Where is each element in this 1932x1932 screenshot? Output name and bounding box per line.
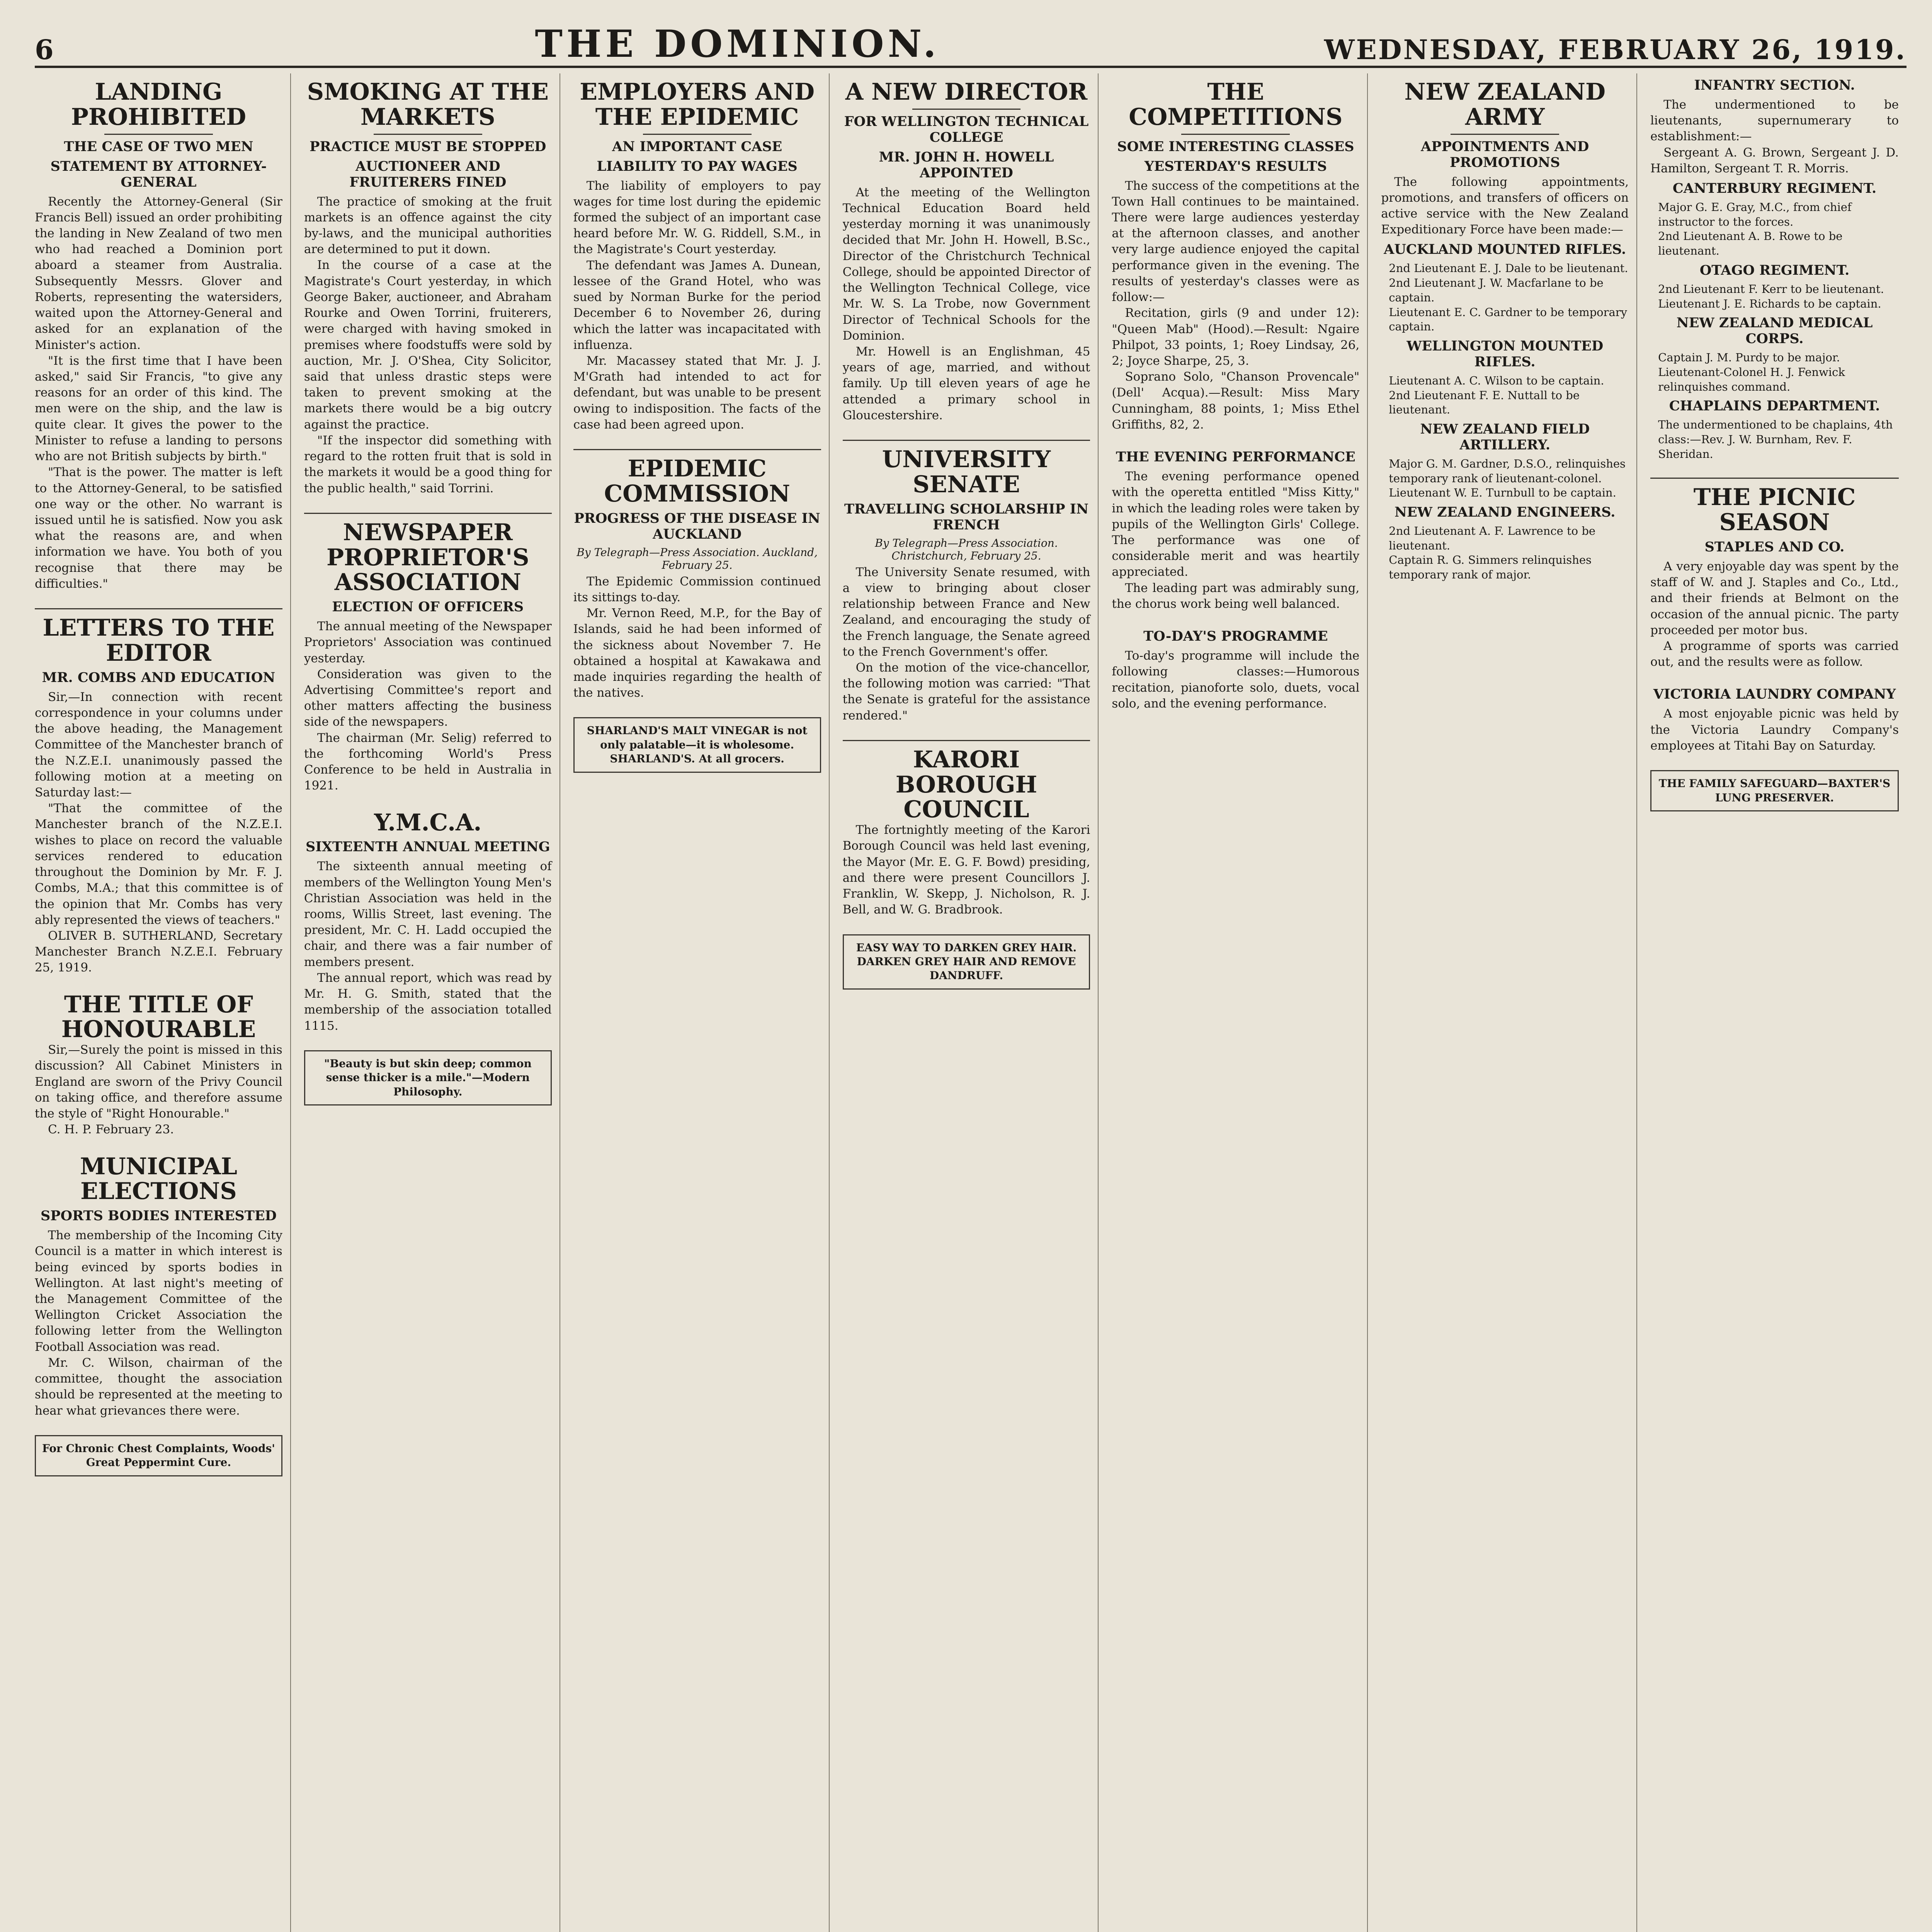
- paragraph: The practice of smoking at the fruit markets is an offence against the city by-laws, and the municipal authorities are determined to put it down.: [304, 194, 552, 257]
- paragraph: Mr. Vernon Reed, M.P., for the Bay of Islands, said he had been informed of the sickness about November 7. He obtained a hospital at Kawakawa and made inquiries regarding the health of the natives.: [573, 606, 821, 700]
- article-epidemic-commission: [573, 456, 821, 701]
- paragraph: Recently the Attorney-General (Sir Francis Bell) issued an order prohibiting the landing in New Zealand of two men who had reached a Dominion port aboard a steamer from Australia. Subsequently Messrs. Glover and Roberts, representing the watersiders, waited upon the Attorney-General and asked for an explanation of the Minister's action.: [35, 194, 282, 352]
- subheadline: MR. COMBS AND EDUCATION: [42, 669, 276, 685]
- article-army-continued: [1650, 77, 1899, 461]
- article-body: [304, 194, 552, 497]
- section-title: OTAGO REGIMENT.: [1699, 262, 1850, 278]
- paragraph: The undermentioned to be lieutenants, supernumerary to establishment:—: [1650, 98, 1899, 144]
- headline: LETTERS TO THE EDITOR: [43, 614, 275, 667]
- subheadline: SIXTEENTH ANNUAL MEETING: [306, 839, 550, 855]
- paper-title: THE DOMINION.: [535, 22, 940, 66]
- subheadline: AN IMPORTANT CASE: [612, 138, 782, 155]
- section-title: CANTERBURY REGIMENT.: [1672, 180, 1877, 197]
- section-title: NEW ZEALAND MEDICAL CORPS.: [1676, 315, 1873, 347]
- subheadline-2: MR. JOHN H. HOWELL APPOINTED: [879, 149, 1054, 181]
- article-body: [1650, 97, 1899, 177]
- paragraph: The Epidemic Commission continued its sittings to-day.: [573, 574, 821, 604]
- article-body: [35, 689, 282, 976]
- headline: Y.M.C.A.: [374, 809, 482, 836]
- subheadline: FOR WELLINGTON TECHNICAL COLLEGE: [844, 113, 1089, 145]
- headline: A NEW DIRECTOR: [845, 78, 1088, 105]
- advertisement: EASY WAY TO DARKEN GREY HAIR. DARKEN GREY HAIR AND REMOVE DANDRUFF.: [843, 934, 1090, 990]
- paragraph: Consideration was given to the Advertising Committee's report and other matters affecting the business side of the newspapers.: [304, 667, 552, 729]
- list-item: 2nd Lieutenant F. Kerr to be lieutenant.: [1658, 282, 1884, 296]
- subheadline: VICTORIA LAUNDRY COMPANY: [1653, 686, 1896, 702]
- headline: UNIVERSITY SENATE: [882, 446, 1051, 498]
- article-body: [1650, 706, 1899, 754]
- signature: C. H. P. February 23.: [48, 1122, 174, 1137]
- article-university-senate: [843, 447, 1090, 724]
- subheadline: STAPLES AND CO.: [1704, 539, 1845, 555]
- column-5: [1112, 73, 1368, 1932]
- section-divider: [573, 449, 821, 450]
- article-body: [573, 574, 821, 701]
- article-body: [1381, 174, 1629, 238]
- advertisement: For Chronic Chest Complaints, Woods' Great Peppermint Cure.: [35, 1435, 282, 1476]
- advertisement: SHARLAND'S MALT VINEGAR is not only palatable—it is wholesome. SHARLAND'S. At all grocers.: [573, 717, 821, 772]
- article-evening-performance: [1112, 449, 1359, 612]
- page-number: 6: [35, 34, 54, 66]
- article-army-appointments: [1381, 80, 1629, 582]
- advertisement: THE FAMILY SAFEGUARD—BAXTER'S LUNG PRESERVER.: [1650, 770, 1899, 811]
- paragraph: The liability of employers to pay wages for time lost during the epidemic formed the subject of an important case heard before Mr. W. G. Riddell, S.M., in the Magistrate's Court yesterday.: [573, 179, 821, 257]
- article-smoking-markets: [304, 80, 552, 497]
- article-body: [1112, 178, 1359, 433]
- paragraph: The annual report, which was read by Mr. H. G. Smith, stated that the membership of the association totalled 1115.: [304, 971, 552, 1033]
- subheadline: PROGRESS OF THE DISEASE IN AUCKLAND: [574, 510, 820, 542]
- subheadline-2: STATEMENT BY ATTORNEY-GENERAL: [50, 158, 267, 190]
- article-body: [1112, 648, 1359, 712]
- paragraph: The evening performance opened with the operetta entitled "Miss Kitty," in which the leading roles were taken by pupils of the Wellington Girls' College. The performance was one of considerable merit and was heartily appreciated.: [1112, 469, 1360, 579]
- paragraph: Mr. C. Wilson, chairman of the committee, thought the association should be represented at the meeting to hear what grievances there were.: [35, 1355, 282, 1418]
- headline: THE TITLE OF HONOURABLE: [61, 991, 256, 1043]
- column-2: [304, 73, 560, 1932]
- paragraph: Mr. Macassey stated that Mr. J. J. M'Grath had intended to act for defendant, but was unable to be present owing to indisposition. The facts of the case had been agreed upon.: [573, 354, 821, 432]
- article-title-honourable: [35, 992, 282, 1138]
- list-item: 2nd Lieutenant J. W. Macfarlane to be captain.: [1389, 276, 1604, 304]
- column-grid: [35, 73, 1906, 1932]
- paragraph: "That is the power. The matter is left to the Attorney-General, to be satisfied one way or the other. No warrant is issued until he is satisfied. Now you ask what the reasons are, and when information we have. You both of you recognise that there may be difficulties.": [35, 465, 282, 591]
- subheadline: THE EVENING PERFORMANCE: [1116, 449, 1355, 465]
- column-3: [573, 73, 830, 1932]
- divider: [374, 134, 482, 135]
- article-body: [35, 1042, 282, 1138]
- list-item: 2nd Lieutenant F. E. Nuttall to be lieutenant.: [1389, 388, 1580, 417]
- column-7: [1650, 73, 1906, 1932]
- paragraph: "It is the first time that I have been asked," said Sir Francis, "to give any reasons for an order of this kind. The men were on the ship, and the law is quite clear. It gives the power to the Minister to refuse a landing to persons who are not British subjects by birth.": [35, 354, 282, 464]
- subheadline: SPORTS BODIES INTERESTED: [41, 1208, 277, 1224]
- section-title: NEW ZEALAND FIELD ARTILLERY.: [1420, 421, 1590, 453]
- paragraph: On the motion of the vice-chancellor, the following motion was carried: "That the Senate is grateful for the assistance rendered.": [842, 660, 1090, 723]
- paragraph: "That the committee of the Manchester branch of the N.Z.E.I. wishes to place on record the valuable services rendered to education throughout the Dominion by Mr. F. J. Combs, M.A.; that this committee is of the opinion that Mr. Combs has very ably represented the views of teachers.": [35, 801, 282, 927]
- section-divider: [304, 513, 552, 514]
- headline: EPIDEMIC COMMISSION: [604, 455, 790, 507]
- list-item: 2nd Lieutenant E. J. Dale to be lieutenant.: [1389, 262, 1628, 275]
- section-title: WELLINGTON MOUNTED RIFLES.: [1406, 338, 1604, 370]
- paragraph: A programme of sports was carried out, and the results were as follow.: [1650, 639, 1899, 669]
- article-body: [35, 1228, 282, 1419]
- list-item: Major G. M. Gardner, D.S.O., relinquishes temporary rank of lieutenant-colonel.: [1389, 457, 1626, 485]
- article-victoria-laundry: [1650, 686, 1899, 754]
- article-body: [304, 619, 552, 794]
- headline: NEW ZEALAND ARMY: [1404, 78, 1605, 131]
- headline: THE COMPETITIONS: [1129, 78, 1343, 131]
- list-item: Captain J. M. Purdy to be major.: [1658, 351, 1840, 364]
- paragraph: To-day's programme will include the following classes:—Humorous recitation, pianoforte solo, duets, vocal solo, and the evening performance.: [1112, 649, 1360, 711]
- paragraph: "If the inspector did something with regard to the rotten fruit that is sold in the markets it would be a good thing for the public health," said Torrini.: [304, 433, 552, 495]
- article-body: [843, 565, 1090, 724]
- byline: By Telegraph—Press Association. Christchurch, February 25.: [875, 536, 1058, 562]
- paragraph: A very enjoyable day was spent by the staff of W. and J. Staples and Co., Ltd., and their friends at Belmont on the occasion of the annual picnic. The party proceeded per motor bus.: [1650, 559, 1899, 637]
- section-divider: [843, 740, 1090, 741]
- paragraph: The chairman (Mr. Selig) referred to the forthcoming World's Press Conference to be held in Australia in 1921.: [304, 731, 552, 793]
- subheadline: SOME INTERESTING CLASSES: [1117, 138, 1354, 155]
- article-employers-epidemic: [573, 80, 821, 433]
- subheadline-2: YESTERDAY'S RESULTS: [1144, 158, 1327, 174]
- article-body: [35, 194, 282, 592]
- divider: [104, 134, 213, 135]
- article-body: [843, 822, 1090, 918]
- list-item: Lieutenant W. E. Turnbull to be captain.: [1389, 486, 1616, 500]
- advertisement: "Beauty is but skin deep; common sense thicker is a mile."—Modern Philosophy.: [304, 1050, 552, 1105]
- paragraph: Mr. Howell is an Englishman, 45 years of age, married, and without family. Up till eleven years of age he attended a primary school in Gloucestershire.: [842, 344, 1090, 422]
- paragraph: The annual meeting of the Newspaper Proprietors' Association was continued yesterday.: [304, 619, 552, 665]
- paragraph: A most enjoyable picnic was held by the Victoria Laundry Company's employees at Titahi Bay on Saturday.: [1650, 707, 1899, 753]
- list-item: Lieutenant A. C. Wilson to be captain.: [1389, 374, 1604, 387]
- headline: MUNICIPAL ELECTIONS: [80, 1153, 237, 1205]
- article-body: [573, 178, 821, 433]
- list-item: 2nd Lieutenant A. B. Rowe to be lieutenant.: [1658, 230, 1843, 258]
- headline: LANDING PROHIBITED: [71, 78, 247, 131]
- article-landing-prohibited: [35, 80, 282, 592]
- column-4: [843, 73, 1099, 1932]
- paragraph: Soprano Solo, "Chanson Provencale" (Dell' Acqua).—Result: Miss Mary Cunningham, 88 points, 1; Miss Ethel Griffiths, 82, 2.: [1112, 370, 1360, 432]
- article-picnic-season: [1650, 485, 1899, 670]
- paragraph: The fortnightly meeting of the Karori Borough Council was held last evening, the Mayor (Mr. E. G. F. Bowd) presiding, and there were present Councillors J. Franklin, W. Skepp, J. Nicholson, R. J. Bell, and W. G. Bradbrook.: [842, 823, 1090, 917]
- article-todays-programme: [1112, 628, 1359, 712]
- paragraph: In the course of a case at the Magistrate's Court yesterday, in which George Baker, auctioneer, and Abraham Rourke and Owen Torrini, fruiterers, were charged with having smoked in premises where foodstuffs were sold by auction, Mr. J. O'Shea, City Solicitor, said that unless drastic steps were taken to prevent smoking at the markets there would be a big outcry against the practice.: [304, 258, 552, 432]
- divider: [912, 109, 1021, 110]
- headline: SMOKING AT THE MARKETS: [307, 78, 549, 131]
- subheadline: ELECTION OF OFFICERS: [332, 599, 524, 615]
- article-letters: [35, 616, 282, 976]
- article-karori-council: [843, 747, 1090, 918]
- article-ymca: [304, 810, 552, 1034]
- section-title: CHAPLAINS DEPARTMENT.: [1669, 398, 1880, 414]
- article-competitions: [1112, 80, 1359, 433]
- article-body: [304, 859, 552, 1034]
- section-title: AUCKLAND MOUNTED RIFLES.: [1384, 242, 1626, 258]
- headline: EMPLOYERS AND THE EPIDEMIC: [580, 78, 815, 131]
- divider: [1451, 134, 1559, 135]
- section-divider: [843, 440, 1090, 441]
- section-divider: [35, 608, 282, 609]
- headline: KARORI BOROUGH COUNCIL: [895, 746, 1037, 823]
- paragraph: Sergeant A. G. Brown, Sergeant J. D. Hamilton, Sergeant T. R. Morris.: [1650, 145, 1899, 175]
- paragraph: The leading part was admirably sung, the chorus work being well balanced.: [1112, 581, 1360, 611]
- byline: By Telegraph—Press Association. Auckland, February 25.: [577, 546, 818, 571]
- headline: NEWSPAPER PROPRIETOR'S ASSOCIATION: [327, 519, 529, 596]
- list-item: The undermentioned to be chaplains, 4th class:—Rev. J. W. Burnham, Rev. F. Sheridan.: [1658, 418, 1893, 461]
- paragraph: Sir,—Surely the point is missed in this discussion? All Cabinet Ministers in England are sworn of the Privy Council on taking office, and therefore assume the style of "Right Honourable.": [35, 1043, 282, 1121]
- article-body: [1650, 559, 1899, 670]
- article-newspaper-association: [304, 520, 552, 794]
- paragraph: The sixteenth annual meeting of members of the Wellington Young Men's Christian Association was held in the rooms, Willis Street, last evening. The president, Mr. C. H. Ladd occupied the chair, and there was a fair number of members present.: [304, 859, 552, 969]
- issue-date: WEDNESDAY, FEBRUARY 26, 1919.: [1324, 34, 1906, 66]
- column-1: [35, 73, 291, 1932]
- article-body: [1112, 469, 1359, 612]
- subheadline: APPOINTMENTS AND PROMOTIONS: [1421, 138, 1589, 170]
- article-body: [843, 185, 1090, 423]
- headline: THE PICNIC SEASON: [1693, 484, 1856, 536]
- subheadline: THE CASE OF TWO MEN: [64, 138, 253, 155]
- paragraph: Recitation, girls (9 and under 12): "Queen Mab" (Hood).—Result: Ngaire Philpot, 33 points, 1; Roey Lindsay, 26, 2; Joyce Sharpe, 25, 3.: [1112, 306, 1360, 368]
- masthead: [35, 8, 1906, 68]
- list-item: Lieutenant J. E. Richards to be captain.: [1658, 297, 1881, 310]
- list-item: Captain R. G. Simmers relinquishes temporary rank of major.: [1389, 553, 1592, 582]
- subheadline: PRACTICE MUST BE STOPPED: [310, 138, 546, 155]
- signature: OLIVER B. SUTHERLAND, Secretary Manchester Branch N.Z.E.I. February 25, 1919.: [35, 929, 282, 975]
- paragraph: The success of the competitions at the Town Hall continues to be maintained. There were large audiences yesterday at the afternoon classes, and another very large audience enjoyed the capital performance given in the evening. The results of yesterday's classes were as follow:—: [1112, 179, 1360, 304]
- subheadline: TO-DAY'S PROGRAMME: [1143, 628, 1328, 645]
- divider: [643, 134, 752, 135]
- divider: [1181, 134, 1290, 135]
- list-item: Major G. E. Gray, M.C., from chief instructor to the forces.: [1658, 201, 1852, 228]
- article-new-director: [843, 80, 1090, 423]
- list-item: Lieutenant-Colonel H. J. Fenwick relinquishes command.: [1658, 365, 1845, 393]
- section-divider: [1650, 478, 1899, 479]
- paragraph: The membership of the Incoming City Council is a matter in which interest is being evinced by sports bodies in Wellington. At last night's meeting of the Management Committee of the Wellington Cricket Association the following letter from the Wellington Football Association was read.: [35, 1228, 282, 1354]
- list-item: 2nd Lieutenant A. F. Lawrence to be lieutenant.: [1389, 524, 1596, 552]
- column-6: [1381, 73, 1637, 1932]
- subheadline-2: LIABILITY TO PAY WAGES: [597, 158, 798, 174]
- subheadline: INFANTRY SECTION.: [1694, 77, 1855, 93]
- paragraph: Sir,—In connection with recent correspondence in your columns under the above heading, the Management Committee of the Manchester branch of the N.Z.E.I. unanimously passed the following motion at a meeting on Saturday last:—: [35, 690, 282, 799]
- list-item: Lieutenant E. C. Gardner to be temporary captain.: [1389, 305, 1627, 333]
- subheadline-2: AUCTIONEER AND FRUITERERS FINED: [349, 158, 507, 190]
- paragraph: At the meeting of the Wellington Technical Education Board held yesterday morning it was unanimously decided that Mr. John H. Howell, B.Sc., Director of the Christchurch Technical College, should be appointed Director of the Wellington Technical College, vice Mr. W. S. La Trobe, now Government Director of Technical Schools for the Dominion.: [842, 185, 1090, 343]
- subheadline: TRAVELLING SCHOLARSHIP IN FRENCH: [844, 501, 1089, 533]
- paragraph: The University Senate resumed, with a view to bringing about closer relationship between France and New Zealand, and encouraging the study of the French language, the Senate agreed to the French Government's offer.: [842, 565, 1090, 659]
- paragraph: The defendant was James A. Dunean, lessee of the Grand Hotel, who was sued by Norman Burke for the period December 6 to November 26, during which the latter was incapacitated with influenza.: [573, 258, 821, 352]
- article-municipal-elections: [35, 1154, 282, 1419]
- section-title: NEW ZEALAND ENGINEERS.: [1395, 504, 1616, 520]
- paragraph: The following appointments, promotions, and transfers of officers on active service with the New Zealand Expeditionary Force have been made:—: [1381, 175, 1629, 237]
